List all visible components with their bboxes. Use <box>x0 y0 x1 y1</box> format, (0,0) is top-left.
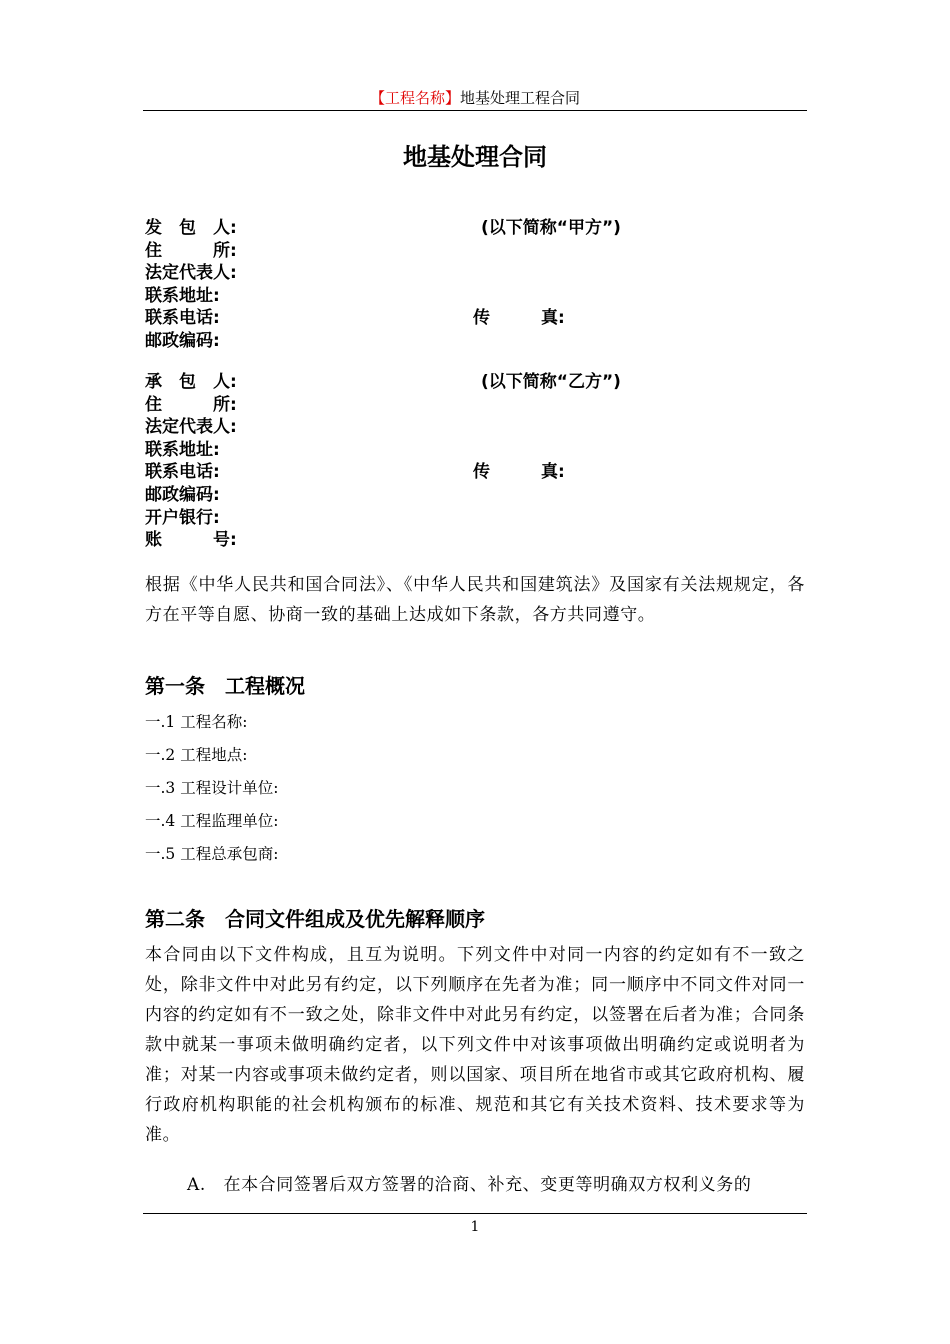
preamble-paragraph: 根据《中华人民共和国合同法》、《中华人民共和国建筑法》及国家有关法规规定，各方在平等自愿、协商一致的基础上达成如下条款，各方共同遵守。 <box>145 575 805 625</box>
party-a-phone-row <box>145 307 805 330</box>
party-b-account-row <box>145 529 805 552</box>
party-a-contact-address-row <box>145 285 805 308</box>
clause-design-unit: 一.3 工程设计单位: <box>145 779 279 797</box>
party-a-alias-note: (以下简称“甲方”) <box>481 218 621 238</box>
party-a-employer-row <box>145 217 805 240</box>
clause-project-name: 一.1 工程名称: <box>145 713 248 731</box>
party-a-phone-label: 联系电话: <box>145 308 220 329</box>
party-b-contact-address-label: 联系地址: <box>145 439 220 460</box>
article-1-heading: 第一条 工程概况 <box>145 674 305 698</box>
party-a-legal-rep-label: 法定代表人: <box>145 263 237 284</box>
party-b-block <box>145 371 805 552</box>
party-b-phone-label: 联系电话: <box>145 462 220 483</box>
party-b-postcode-label: 邮政编码: <box>145 484 220 505</box>
party-b-address-label: 住 所: <box>145 394 237 415</box>
party-a-address-label: 住 所: <box>145 240 237 261</box>
clause-project-location: 一.2 工程地点: <box>145 746 248 764</box>
document-title: 地基处理合同 <box>403 143 547 171</box>
party-b-legal-rep-row <box>145 416 805 439</box>
page-header <box>143 88 807 108</box>
party-b-address-row <box>145 394 805 417</box>
party-b-contact-address-row <box>145 439 805 462</box>
header-rule <box>143 110 807 111</box>
page-number: 1 <box>470 1219 480 1235</box>
header-title: 地基处理工程合同 <box>460 89 581 107</box>
party-b-legal-rep-label: 法定代表人: <box>145 417 237 438</box>
party-b-postcode-row <box>145 484 805 507</box>
party-b-phone-row <box>145 461 805 484</box>
party-b-fax-label: 传 真: <box>473 462 565 483</box>
article-1-clause-list <box>145 706 545 871</box>
clause-supervision-unit: 一.4 工程监理单位: <box>145 812 279 830</box>
article-2-item-a: A. 在本合同签署后双方签署的洽商、补充、变更等明确双方权利义务的 <box>187 1175 752 1195</box>
party-a-block <box>145 217 805 353</box>
party-b-bank-row <box>145 507 805 530</box>
party-a-legal-rep-row <box>145 262 805 285</box>
party-b-contractor-label: 承 包 人: <box>145 372 237 392</box>
party-b-contractor-row <box>145 371 805 394</box>
project-name-tag: 【工程名称】 <box>369 89 460 107</box>
party-b-bank-label: 开户银行: <box>145 507 220 528</box>
party-b-alias-note: (以下简称“乙方”) <box>481 372 621 392</box>
party-a-postcode-row <box>145 330 805 353</box>
party-b-account-label: 账 号: <box>145 530 237 551</box>
article-2-heading: 第二条 合同文件组成及优先解释顺序 <box>145 907 485 931</box>
article-2-body: 本合同由以下文件构成，且互为说明。下列文件中对同一内容的约定如有不一致之处，除非文件中对此另有约定，以下列顺序在先者为准；同一顺序中不同文件对同一内容的约定如有不一致之处，除非文件中对此另有约定，以签署在后者为准；合同条款中就某一事项未做明确约定者，以下列文件中对该事项做出明确约定或说明者为准；对某一内容或事项未做约定者，则以国家、项目所在地省市或其它政府机构、履行政府机构职能的社会机构颁布的标准、规范和其它有关技术资料、技术要求等为准。 <box>145 945 805 1145</box>
party-a-address-row <box>145 240 805 263</box>
party-a-contact-address-label: 联系地址: <box>145 285 220 306</box>
party-a-employer-label: 发 包 人: <box>145 218 237 238</box>
footer-rule <box>143 1213 807 1214</box>
party-a-fax-label: 传 真: <box>473 308 565 329</box>
clause-general-contractor: 一.5 工程总承包商: <box>145 845 279 863</box>
party-a-postcode-label: 邮政编码: <box>145 330 220 351</box>
